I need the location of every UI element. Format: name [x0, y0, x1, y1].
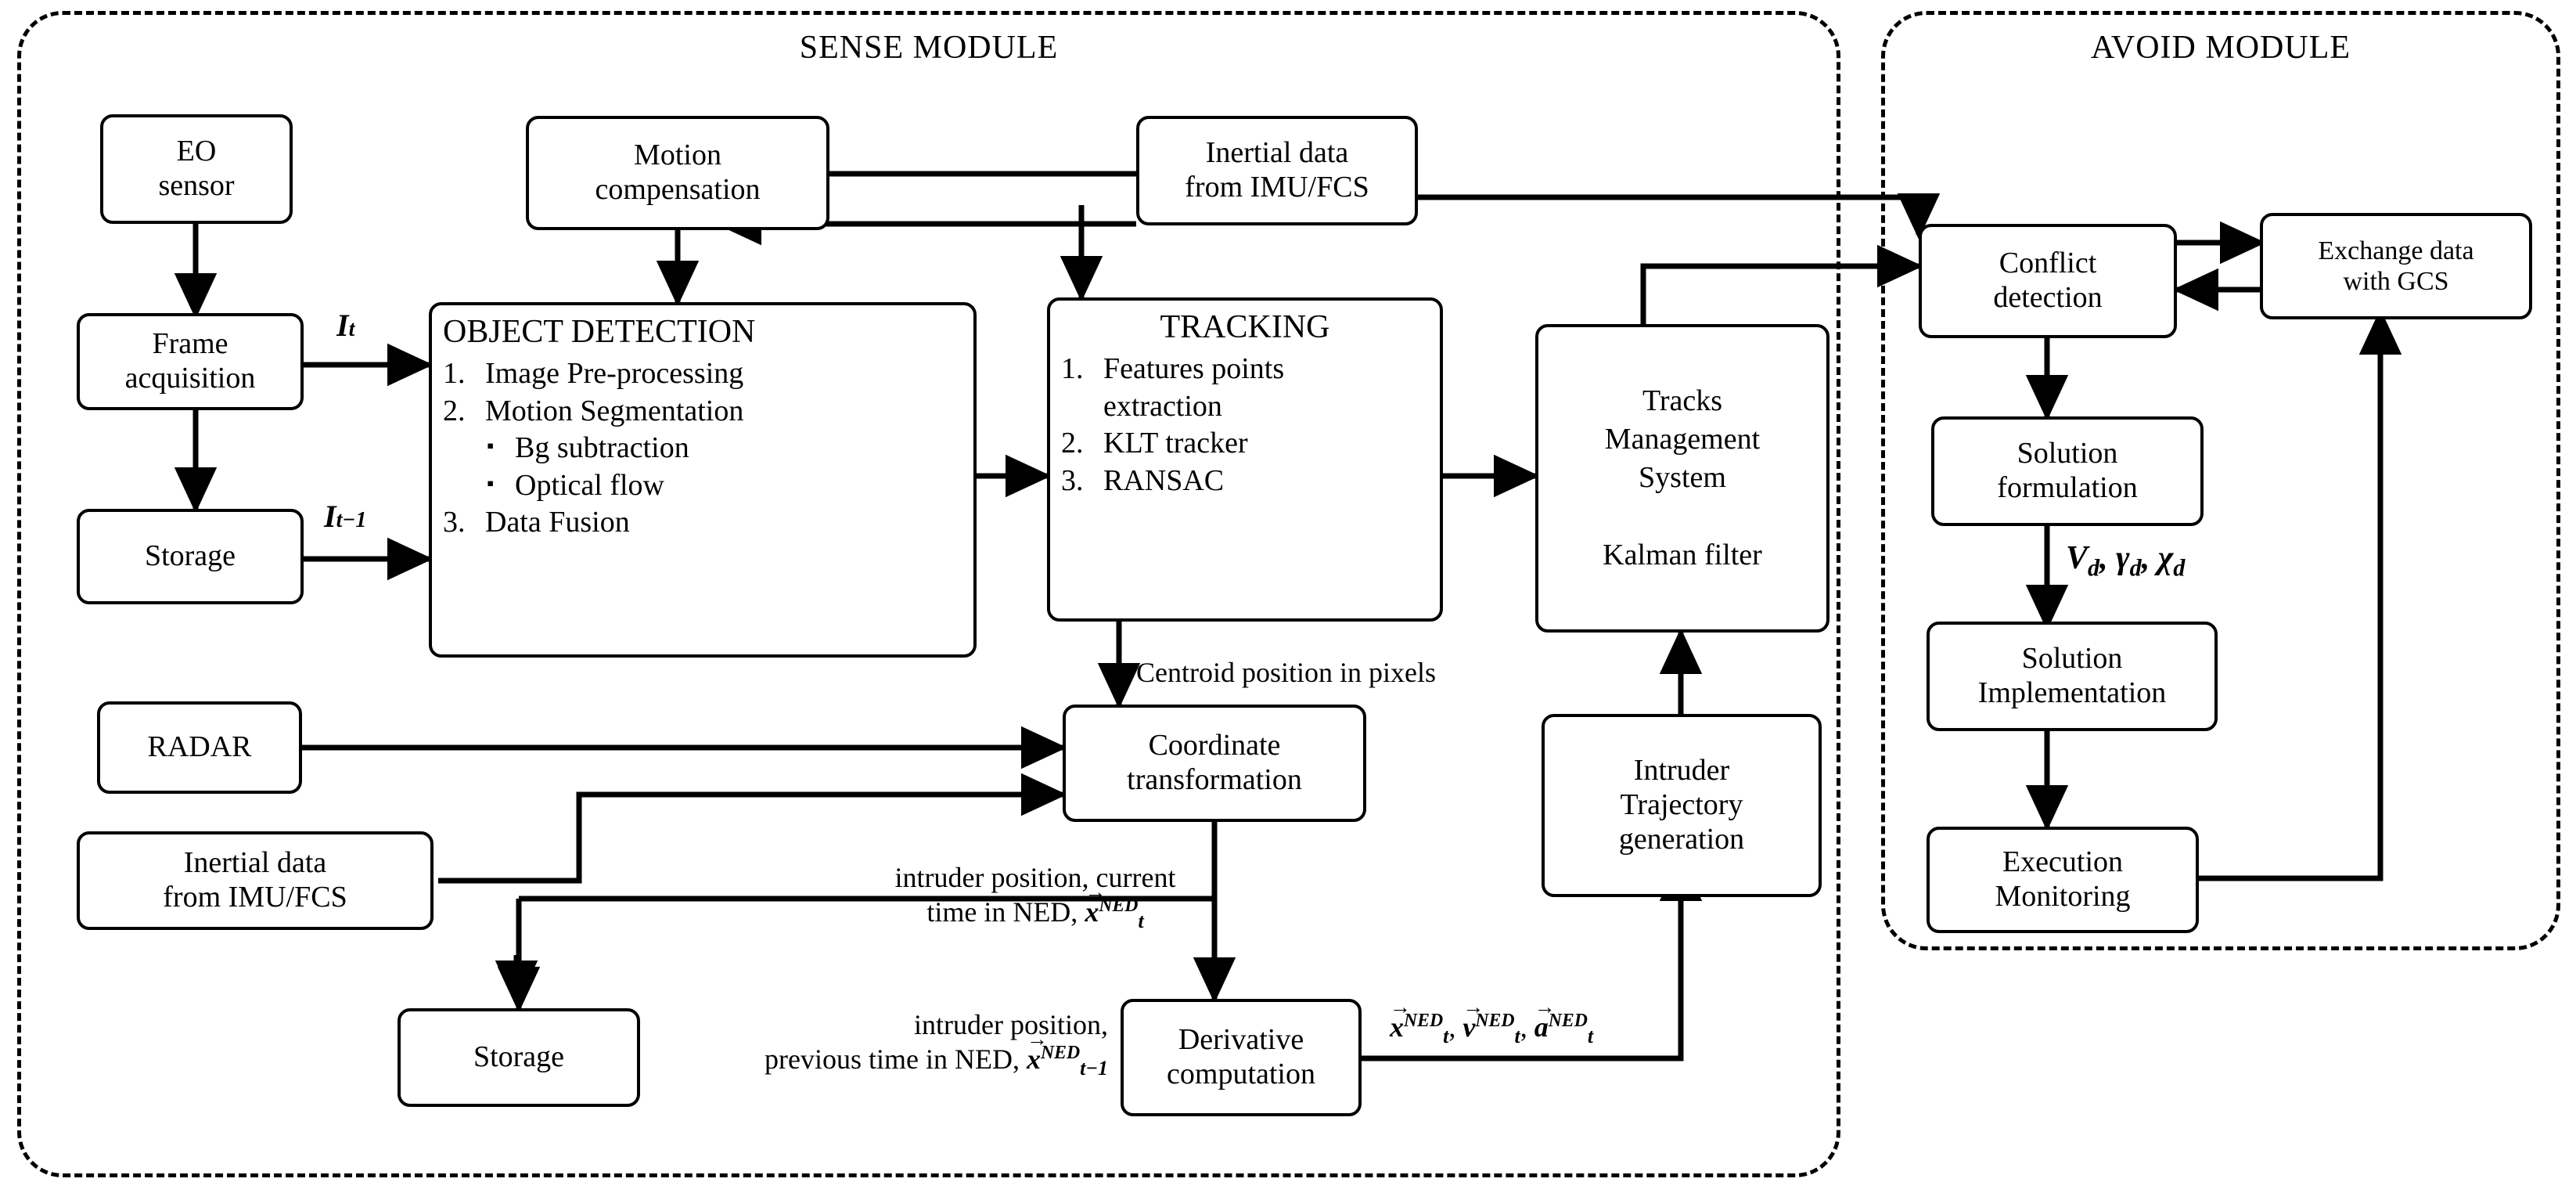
tracks-management-line3: System	[1639, 461, 1726, 495]
tracking-item-cont: extraction	[1103, 389, 1222, 423]
inertial-data-left-box[interactable]	[77, 831, 434, 930]
object-detection-subitem: ▪ Optical flow	[443, 467, 962, 505]
label-derivative-outputs: → $x^{NED}_t$, → $v^{NED}_t$, → $a^{NED}_t$	[1390, 1010, 1593, 1048]
storage-top-box[interactable]	[77, 509, 304, 604]
conflict-detection-box[interactable]	[1919, 224, 2177, 338]
inertial-top-label-line1: Inertial data	[1205, 136, 1349, 170]
coordinate-transformation-line2: transformation	[1127, 763, 1302, 796]
conflict-detection-line2: detection	[1993, 281, 2103, 314]
bullet-square-icon: ▪	[487, 471, 495, 495]
label-intruder-position-previous: intruder position, previous time in NED, → $x^{NED}_{t-1}$	[654, 1008, 1108, 1080]
vector-x-t-ned: → $x^{NED}_t$	[1085, 896, 1143, 928]
inertial-data-top-box[interactable]	[1136, 116, 1418, 225]
commanded-state-symbols: $V_d$, $\gamma_d$, $\chi_d$	[2066, 540, 2186, 582]
tracking-item: 1. Features points	[1061, 352, 1285, 386]
motion-compensation-box[interactable]	[526, 116, 829, 230]
storage-bottom-box[interactable]	[398, 1008, 640, 1107]
avoid-module-title: AVOID MODULE	[2090, 30, 2351, 66]
object-detection-item: 1. Image Pre-processing	[443, 357, 744, 391]
vector-v-ned: → $v^{NED}_t$	[1462, 1011, 1520, 1043]
object-detection-subitem: ▪ Bg subtraction	[443, 430, 962, 467]
radar-box[interactable]	[97, 701, 302, 794]
storage-top-label: Storage	[144, 539, 236, 573]
object-detection-title: OBJECT DETECTION	[443, 314, 756, 350]
coordinate-transformation-box[interactable]	[1063, 705, 1366, 822]
tracking-item: 3. RANSAC	[1061, 463, 1225, 497]
execution-monitoring-line1: Execution	[2002, 845, 2124, 879]
motion-compensation-label-line2: compensation	[595, 173, 761, 206]
motion-compensation-label-line1: Motion	[634, 139, 721, 172]
tracks-management-line4: Kalman filter	[1603, 539, 1762, 572]
exchange-gcs-line2: with GCS	[2343, 267, 2449, 296]
intruder-trajectory-line3: generation	[1618, 822, 1745, 856]
object-detection-box[interactable]	[429, 302, 977, 658]
tracking-box[interactable]	[1047, 297, 1443, 622]
tracks-management-line1: Tracks	[1642, 384, 1723, 417]
derivative-computation-line2: computation	[1167, 1058, 1315, 1090]
vector-x-t-minus-1-ned: → $x^{NED}_{t-1}$	[1027, 1043, 1108, 1075]
frame-acquisition-label-line1: Frame	[152, 327, 228, 361]
label-centroid-position: Centroid position in pixels	[1136, 657, 1436, 688]
tracking-item: 2. KLT tracker	[1061, 427, 1248, 460]
coordinate-transformation-line1: Coordinate	[1148, 729, 1281, 762]
solution-implementation-line1: Solution	[2021, 642, 2123, 676]
solution-formulation-line2: formulation	[1997, 471, 2138, 504]
eo-sensor-label-line1: EO	[176, 135, 217, 168]
tracks-management-system-box[interactable]	[1535, 324, 1829, 633]
label-intruder-position-current: intruder position, current time in NED, → $x^{NED}_t$	[828, 861, 1243, 933]
inertial-top-label-line2: from IMU/FCS	[1185, 171, 1369, 204]
sense-module-title: SENSE MODULE	[799, 30, 1059, 66]
label-it-minus-1: It−1	[324, 499, 367, 534]
solution-implementation-line2: Implementation	[1977, 676, 2167, 709]
derivative-computation-box[interactable]	[1121, 999, 1362, 1116]
inertial-left-label-line2: from IMU/FCS	[163, 881, 347, 914]
tracks-management-line2: Management	[1604, 422, 1761, 456]
execution-monitoring-box[interactable]	[1927, 827, 2199, 933]
eo-sensor-box[interactable]	[100, 114, 293, 224]
exchange-gcs-line1: Exchange data	[2318, 236, 2474, 265]
solution-formulation-line1: Solution	[2017, 437, 2118, 470]
vector-x-ned: → $x^{NED}_t$	[1390, 1011, 1448, 1043]
intruder-trajectory-generation-box[interactable]	[1542, 714, 1822, 897]
solution-formulation-box[interactable]	[1931, 416, 2204, 526]
derivative-computation-line1: Derivative	[1178, 1023, 1304, 1057]
intruder-trajectory-line2: Trajectory	[1620, 788, 1743, 822]
radar-label: RADAR	[147, 730, 252, 764]
label-it: It	[336, 308, 355, 343]
label-commanded-state	[2066, 539, 2185, 582]
frame-acquisition-box[interactable]	[77, 313, 304, 410]
bullet-square-icon: ▪	[487, 434, 495, 458]
exchange-data-gcs-box[interactable]	[2260, 213, 2532, 319]
eo-sensor-label-line2: sensor	[158, 169, 235, 202]
frame-acquisition-label-line2: acquisition	[124, 362, 256, 395]
storage-bottom-label: Storage	[473, 1040, 565, 1074]
solution-implementation-box[interactable]	[1927, 622, 2218, 731]
intruder-trajectory-line1: Intruder	[1633, 754, 1730, 788]
execution-monitoring-line2: Monitoring	[1995, 880, 2131, 913]
vector-a-ned: → $a^{NED}_t$	[1534, 1011, 1593, 1043]
inertial-left-label-line1: Inertial data	[183, 846, 327, 880]
object-detection-item: 2. Motion Segmentation	[443, 394, 744, 427]
object-detection-item: 3. Data Fusion	[443, 506, 630, 539]
tracking-title: TRACKING	[1160, 309, 1330, 345]
conflict-detection-line1: Conflict	[1999, 247, 2097, 280]
